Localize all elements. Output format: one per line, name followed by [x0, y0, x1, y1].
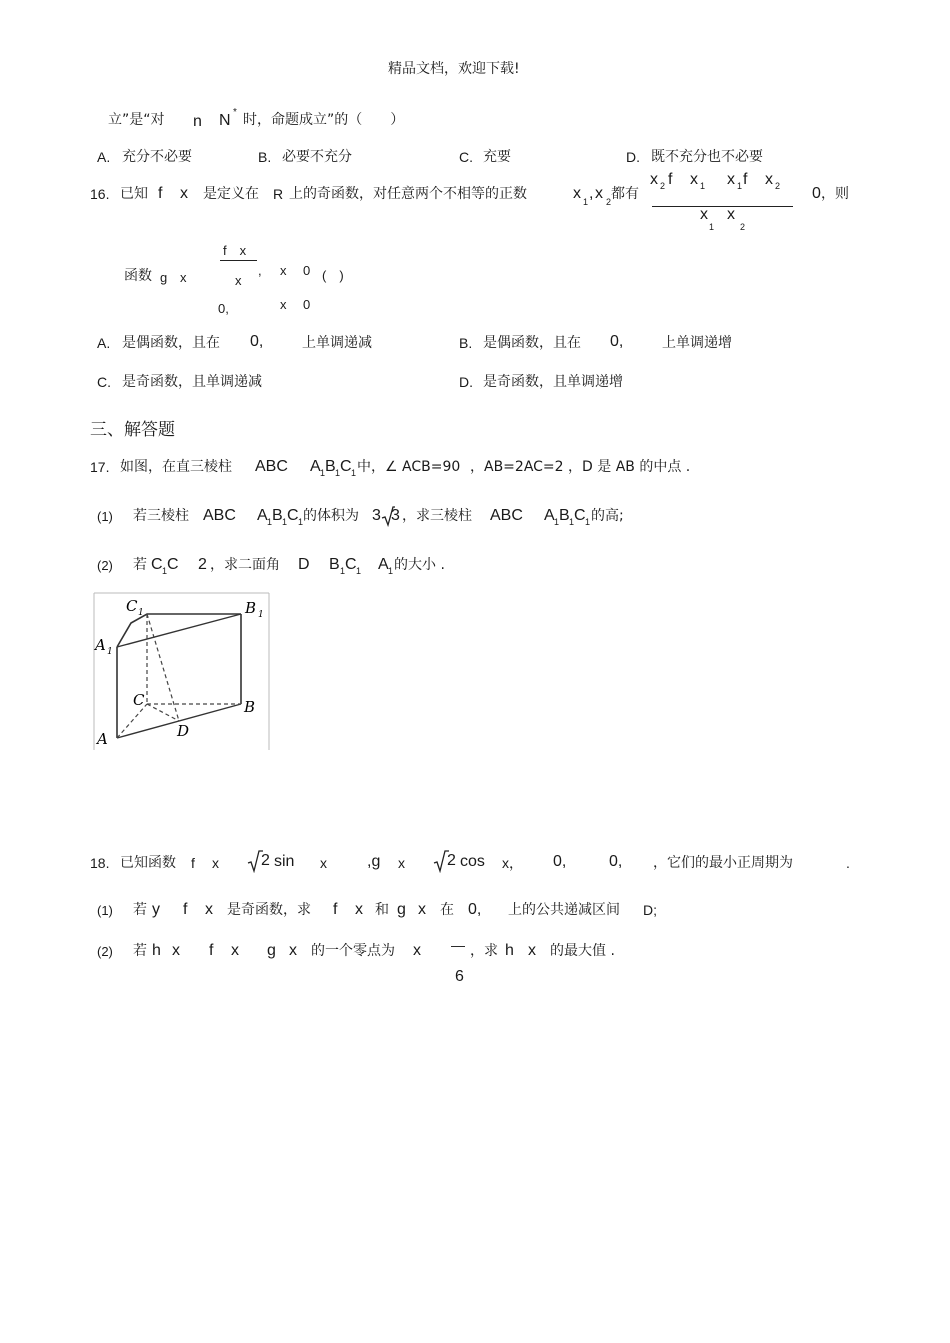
section-title: 三、解答题 — [90, 420, 175, 440]
q17-c1-sub: 1 — [351, 468, 357, 478]
q17-part1-text-3: ，求三棱柱 — [402, 508, 472, 524]
q17-part1-a1-sub: 1 — [267, 517, 273, 527]
cond2-x: x — [280, 297, 287, 312]
q17-c1: C — [340, 458, 352, 475]
q18-part1-D: D; — [643, 902, 657, 918]
q18-sin-x: x — [320, 855, 327, 871]
q17-part1-label: (1) — [97, 509, 113, 524]
q15-option-b: 必要不充分 — [282, 149, 352, 165]
frac-den-x: x — [727, 206, 735, 223]
q17-text-1: 如图，在直三棱柱 — [120, 459, 232, 475]
q18-f: f — [191, 855, 195, 871]
q16-option-a-tail: 上单调递减 — [302, 335, 372, 351]
q18-cos-x: x， — [502, 855, 523, 871]
q16-option-b: 是偶函数，且在 — [483, 335, 581, 351]
page-header: 精品文档，欢迎下载! — [388, 61, 520, 77]
prism-figure — [93, 592, 270, 751]
q18-g-x: x — [398, 855, 405, 871]
q18-part1-y: y — [152, 901, 160, 918]
q18-part2-text-2: 的一个零点为 — [311, 943, 395, 959]
q17-part2-B-sub: 1 — [340, 566, 346, 576]
q18-part1-f2: f — [333, 901, 338, 918]
q16-number: 16. — [90, 186, 110, 202]
q18-dot: . — [846, 855, 850, 871]
label-c1-sub: 1 — [138, 608, 144, 618]
q16-text-4: 都有 — [611, 186, 639, 202]
q17-part2-text-1: 若 — [133, 557, 147, 573]
q17-part1-c1: C — [287, 507, 299, 524]
q17-part1-abc2: ABC — [490, 507, 523, 524]
q15-option-c: 充要 — [483, 149, 511, 165]
q16-text-3: 上的奇函数，对任意两个不相等的正数 — [289, 186, 527, 202]
q16-option-d-key: D. — [459, 374, 473, 390]
q17-abc: ABC — [255, 458, 288, 475]
q18-part1-text-3: 和 — [375, 902, 389, 918]
q18-comma-g: ,g — [367, 853, 381, 870]
label-b: B — [244, 698, 256, 716]
frac-den-x: x — [700, 206, 708, 223]
q15-star: * — [233, 107, 237, 118]
q17-part1-c1b: C — [574, 507, 586, 524]
q16-zero: 0 — [812, 185, 821, 202]
q15-N: N — [219, 112, 231, 129]
q18-part1-text-1: 若 — [133, 902, 147, 918]
q18-sqrt2b: 2 — [447, 852, 456, 869]
q17-text-3: ，AB=2AC=2 ，D 是 AB 的中点 . — [470, 459, 691, 475]
q15-option-c-key: C. — [459, 149, 473, 165]
frac-den-sub: 1 — [709, 222, 715, 232]
q17-part1-b1b: B — [559, 507, 570, 524]
q18-part1-text-4: 在 — [440, 902, 454, 918]
q17-part1-text-1: 若三棱柱 — [133, 508, 189, 524]
frac-num-x: x — [765, 171, 773, 188]
cond2-zero: 0 — [303, 297, 311, 312]
q17-part1-volume: 3 — [372, 507, 381, 524]
q17-part1-text-2: 的体积为 — [303, 508, 359, 524]
q16-option-b-tail: 上单调递增 — [662, 335, 732, 351]
q17-part2-B: B — [329, 556, 340, 573]
page-number: 6 — [455, 968, 464, 985]
q18-part2-text-1: 若 — [133, 943, 147, 959]
fraction-bar — [652, 206, 793, 207]
q17-part2-D: D — [298, 556, 310, 573]
frac-num-sub: 1 — [700, 181, 706, 191]
q16-option-a: 是偶函数，且在 — [122, 335, 220, 351]
q18-sin: sin — [274, 853, 295, 870]
frac-num-f: f — [668, 171, 673, 188]
q16-x1-sub: 1 — [583, 197, 589, 207]
q18-part2-dash: — — [451, 937, 465, 953]
label-a: A — [97, 730, 108, 748]
q17-text-2: 中，∠ ACB=90 — [357, 459, 461, 475]
q15-stem-prefix: 立”是“对 — [108, 112, 165, 128]
q17-part2-C1-sub: 1 — [356, 566, 362, 576]
q16-x2: x — [595, 185, 603, 202]
q18-part2-x4: x — [413, 942, 421, 959]
label-a1-sub: 1 — [107, 647, 113, 657]
q18-part2-x: x — [172, 942, 180, 959]
cond1-x: x — [280, 263, 287, 278]
q17-part1-a1b-sub: 1 — [554, 517, 560, 527]
frac-num-sub: 2 — [775, 181, 781, 191]
q15-option-d: 既不充分也不必要 — [651, 149, 763, 165]
q17-part2-text-3: 的大小 . — [394, 557, 445, 573]
q17-part2-A: A — [378, 556, 389, 573]
q16-option-b-key: B. — [459, 335, 473, 351]
q18-part2-x2: x — [231, 942, 239, 959]
q17-part1-b1b-sub: 1 — [569, 517, 575, 527]
q18-number: 18. — [90, 855, 110, 871]
frac-num-f: f — [743, 171, 748, 188]
func-label: 函数 — [124, 268, 152, 284]
piece-comma: , — [258, 263, 262, 278]
q16-option-d: 是奇函数，且单调递增 — [483, 374, 623, 390]
q18-part2-h: h — [152, 942, 161, 959]
q17-part1-abc: ABC — [203, 507, 236, 524]
q18-part2-g: g — [267, 942, 276, 959]
q18-x: x — [212, 855, 219, 871]
q15-option-a-key: A. — [97, 149, 111, 165]
q18-part2-text-4: 的最大值 . — [550, 943, 615, 959]
label-a1: A — [95, 636, 106, 654]
q17-part1-b1-sub: 1 — [282, 517, 288, 527]
q17-part1-a1: A — [257, 507, 268, 524]
q16-x1: x — [573, 185, 581, 202]
q17-part2-c-sub: 1 — [162, 566, 168, 576]
q18-part2-text-3: ，求 — [470, 943, 498, 959]
q17-part2-value: 2 — [198, 556, 207, 573]
label-c: C — [133, 691, 145, 709]
func-g: g — [160, 270, 168, 285]
q16-option-a-key: A. — [97, 335, 111, 351]
q17-a1: A — [310, 458, 321, 475]
q18-part1-text-5: 上的公共递减区间 — [508, 902, 620, 918]
frac-num-sub: 2 — [660, 181, 666, 191]
q16-option-a-interval: 0, — [250, 333, 264, 350]
q18-part1-x2: x — [355, 901, 363, 918]
q17-part1-sqrt-value: 3 — [391, 507, 400, 524]
q18-sqrt2: 2 — [261, 852, 270, 869]
q16-option-b-interval: 0, — [610, 333, 624, 350]
q18-part1-label: (1) — [97, 903, 113, 918]
q18-part2-x3: x — [289, 942, 297, 959]
piece-fraction-bar — [220, 260, 257, 261]
piece2-value: 0, — [218, 301, 229, 316]
frac-den-sub: 2 — [740, 222, 746, 232]
q16-x: x — [180, 185, 188, 202]
q16-x2-sub: 2 — [606, 197, 612, 207]
label-d: D — [177, 722, 190, 740]
q18-part2-x5: x — [528, 942, 536, 959]
q17-part2-A-sub: 1 — [388, 566, 394, 576]
q18-text-2: ，它们的最小正周期为 — [653, 855, 793, 871]
q17-part2-C1: C — [345, 556, 357, 573]
frac-num-x: x — [650, 171, 658, 188]
label-b1: B — [245, 599, 257, 617]
q16-comma: , — [589, 185, 594, 202]
q15-stem-suffix: 时，命题成立”的（ ） — [243, 112, 405, 128]
q18-part2-f: f — [209, 942, 214, 959]
func-x: x — [180, 270, 187, 285]
frac-num-sub: 1 — [737, 181, 743, 191]
q18-part1-g: g — [397, 901, 406, 918]
q17-part2-C: C — [167, 556, 179, 573]
q17-part1-text-4: 的高; — [591, 508, 624, 524]
q16-option-c-key: C. — [97, 374, 111, 390]
piece-numerator: f x — [223, 243, 247, 258]
q16-text-2: 是定义在 — [203, 186, 259, 202]
q17-part1-c1-sub: 1 — [298, 517, 304, 527]
cond1-zero: 0 — [303, 263, 311, 278]
q17-number: 17. — [90, 459, 110, 475]
q15-n: n — [193, 113, 202, 130]
q15-option-d-key: D. — [626, 149, 640, 165]
frac-num-x: x — [727, 171, 735, 188]
q15-option-b-key: B. — [258, 149, 272, 165]
answer-paren: ( ) — [322, 268, 344, 283]
q17-part2-c: C — [151, 556, 163, 573]
q18-part1-interval: 0, — [468, 901, 482, 918]
q18-part1-x: x — [205, 901, 213, 918]
q17-part1-c1b-sub: 1 — [585, 517, 591, 527]
frac-num-x: x — [690, 171, 698, 188]
piece-denominator: x — [235, 273, 242, 288]
q18-interval-1: 0, — [553, 853, 567, 870]
q18-part1-x3: x — [418, 901, 426, 918]
q17-b1: B — [325, 458, 336, 475]
q17-part2-text-2: ，求二面角 — [210, 557, 280, 573]
q18-text-1: 已知函数 — [120, 855, 176, 871]
q18-part2-label: (2) — [97, 944, 113, 959]
label-b1-sub: 1 — [258, 610, 264, 620]
q18-interval-2: 0, — [609, 853, 623, 870]
q18-part1-text-2: 是奇函数，求 — [227, 902, 311, 918]
q17-part1-b1: B — [272, 507, 283, 524]
q16-f: f — [158, 185, 163, 202]
q17-part1-a1b: A — [544, 507, 555, 524]
q17-b1-sub: 1 — [335, 468, 341, 478]
q18-cos: cos — [460, 853, 485, 870]
q16-option-c: 是奇函数，且单调递减 — [122, 374, 262, 390]
q15-option-a: 充分不必要 — [122, 149, 192, 165]
q17-part2-label: (2) — [97, 558, 113, 573]
label-c1: C — [126, 597, 138, 615]
q16-text-1: 已知 — [120, 186, 148, 202]
q17-a1-sub: 1 — [320, 468, 326, 478]
q16-R: R — [273, 186, 284, 202]
q16-text-5: ，则 — [821, 186, 849, 202]
q18-part2-h2: h — [505, 942, 514, 959]
q18-part1-f: f — [183, 901, 188, 918]
